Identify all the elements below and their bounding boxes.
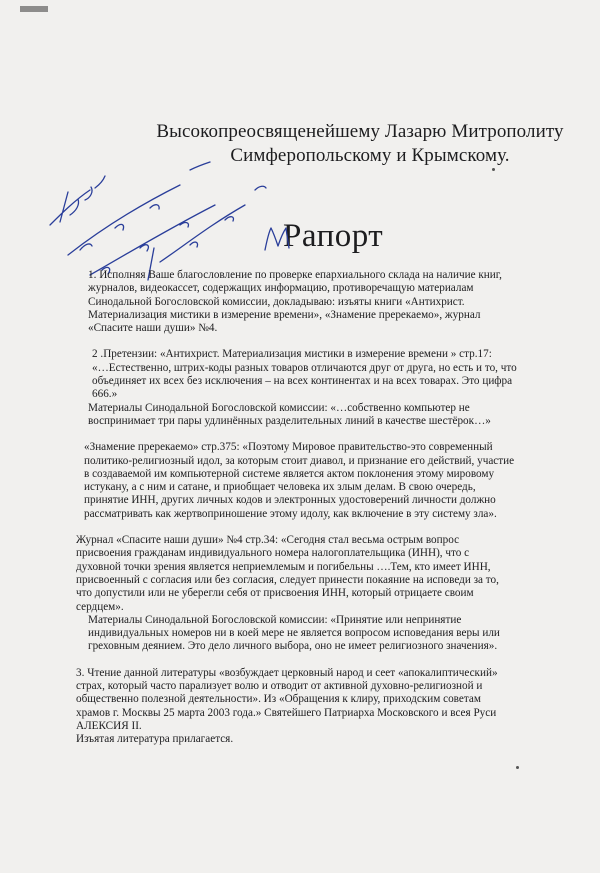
p2b-line: Материалы Синодальной Богословской комиссии: «…собственно компьютер не [88, 401, 470, 414]
p4b-line: индивидуальных номеров ни в коей мере не является вопросом исповедания веры или [88, 627, 500, 640]
p3-line: политико-религиозный идол, за которым стоит диавол, и признание его действий, участие [84, 454, 515, 467]
paragraph-1 [76, 269, 560, 335]
p4-line: что допустили или не уберегли себя от присвоения ИНН, который отрицаете своим [76, 587, 474, 600]
addressee-line-1: Высокопреосвященейшему Лазарю Митрополиту [156, 121, 564, 142]
p2-line: 666.» [92, 388, 118, 401]
p1-line: «Спасите наши души» №4. [88, 322, 218, 335]
p2b-line: воспринимает три пары удлинённых разделительных линий в качестве шестёрок…» [88, 414, 491, 427]
report-body [76, 269, 560, 747]
p3-line: принятие ИНН, других личных кодов и электронных удостоверений личности должно [84, 494, 496, 507]
p2-line: 2 .Претензии: «Антихрист. Материализация мистики в измерение времени » стр.17: [92, 348, 492, 361]
p4b-line: греховным деянием. Это дело личного выбора, оно не имеет религиозного значения». [88, 640, 498, 653]
p4-line: духовной точки зрения является неприемлемым и погибельны ….Тем, кто имеет ИНН, [76, 560, 491, 573]
p5-line: 3. Чтение данной литературы «возбуждает церковный народ и сеет «апокалиптический» [76, 666, 498, 679]
scan-speck [492, 168, 495, 171]
p1-line: 1. Исполняя Ваше благословление по проверке епархиального склада на наличие книг, [88, 269, 502, 281]
paragraph-6: Изъятая литература прилагается. [76, 733, 234, 746]
p3-line: «Знамение пререкаемо» стр.375: «Поэтому Мировое правительство-это современный [84, 441, 493, 454]
p5-line: общественно полезной деятельности». Из «Обращения к клиру, приходским советам [76, 693, 481, 706]
p4-line: присвоенный с согласия или без согласия, следует принести покаяние на исповеди за то, [76, 573, 499, 586]
paragraph-5 [76, 667, 560, 733]
document-title: Рапорт [283, 218, 384, 254]
p4-line: Журнал «Спасите наши души» №4 стр.34: «Сегодня стал весьма острым вопрос [76, 534, 460, 547]
paragraph-3 [76, 441, 560, 521]
p1-line: Материализация мистики в измерение времени», «Знамение пререкаемо», журнал [88, 308, 481, 321]
p2-line: объединяет их всех без исключения – на всех континентах и на всех товарах. Это цифра [92, 375, 513, 388]
p5-line: АЛЕКСИЯ II. [76, 719, 142, 732]
p5-line: страх, который часто парализует волю и отводит от активной духовно-религиозной и [76, 680, 483, 693]
p4-line: присвоения гражданам индивидуального номера налогоплательщика (ИНН), что с [76, 547, 470, 560]
p2-line: «…Естественно, штрих-коды разных товаров отличаются друг от друга, но есть и то, что [92, 361, 517, 374]
p3-line: рассматривать как жертвоприношение этому идолу, как включение в эту систему зла». [84, 507, 497, 520]
scan-speck [516, 766, 519, 769]
paragraph-4 [76, 534, 560, 614]
addressee-line-2: Симферопольскому и Крымскому. [230, 145, 510, 166]
p3-line: истукану, а с ним и сатане, и приобщает человека их злым делам. В свою очередь, [84, 481, 476, 494]
p1-line: Синодальной Богословской комиссии, докладываю: изъяты книги «Антихрист. [88, 295, 465, 308]
paragraph-4b [76, 614, 560, 654]
p5-line: храмов г. Москвы 25 марта 2003 года.» Святейшего Патриарха Московского и всея Руси [76, 706, 497, 719]
paragraph-2b [76, 402, 560, 429]
p1-line: журналов, видеокассет, содержащих информацию, противоречащую материалам [88, 282, 474, 295]
p3-line: в создаваемой им компьютерной системе является актом поклонения этому мировому [84, 467, 495, 480]
addressee-header [80, 120, 600, 168]
paragraph-2 [76, 348, 560, 401]
p4b-line: Материалы Синодальной Богословской комиссии: «Принятие или непринятие [88, 613, 462, 626]
scan-artifact [20, 6, 48, 12]
p4-line: сердцем». [76, 600, 124, 613]
